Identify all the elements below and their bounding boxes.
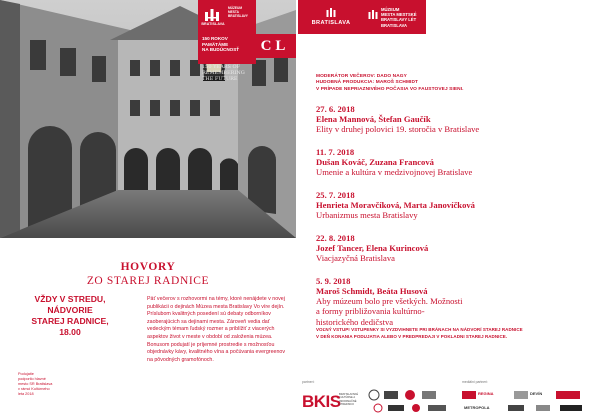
event-speakers: Dušan Kováč, Zuzana Francová	[316, 157, 434, 167]
partner-logo-icon	[422, 391, 436, 399]
event-speakers: Elena Mannová, Štefan Gaučík	[316, 114, 431, 124]
media-partners-label: mediálni partneri:	[462, 380, 489, 384]
schedule-line: VŽDY V STREDU,	[34, 294, 106, 304]
badge-small-line: MESTA	[228, 10, 239, 14]
partner-logo-icon	[369, 390, 379, 400]
event-date: 25. 7. 2018	[316, 190, 355, 200]
museum-name	[381, 7, 417, 28]
event-topic: Umenie a kultúra v medzivojnovej Bratislave	[316, 167, 473, 177]
badge-anni-line: PAMÄTÁME	[202, 41, 229, 47]
poster-subtitle: ZO STAREJ RADNICE	[86, 275, 210, 287]
event-date: 11. 7. 2018	[316, 147, 355, 157]
event-credits	[316, 74, 576, 93]
metropola-logo: METROPOLA	[464, 405, 490, 410]
badge-anniversary-text	[202, 36, 254, 53]
badge-museum-lines	[228, 6, 254, 18]
badge-anni-line: 150 ROKOV	[202, 36, 228, 41]
roman-numeral-tag: CL	[254, 34, 296, 58]
crest-icon	[326, 7, 336, 17]
bratislava-label: BRATISLAVA	[311, 20, 351, 26]
courtyard-photo	[0, 0, 296, 238]
museum-crest-icon	[368, 9, 378, 19]
support-line: Podujatie	[18, 372, 34, 376]
city-crest-icon	[204, 6, 220, 22]
badge-city-label: BRATISLAVA	[201, 22, 225, 26]
credit-line: MODERÁTOR VEČEROV: DADO NAGY	[316, 74, 407, 79]
partner-logo-icon	[462, 391, 476, 399]
bkis-sub-line: BRATISLAVSKÉ	[339, 393, 359, 396]
schedule-line: NÁDVORIE	[47, 305, 93, 315]
credit-line: HUDOBNÁ PRODUKCIA: MAROŠ SCHMIDT	[316, 80, 419, 86]
museum-line: BRATISLAVA	[381, 22, 408, 28]
bkis-sub-line: INFORMAČNÉ	[339, 399, 357, 403]
schedule-info	[6, 294, 134, 338]
partner-logo-icon	[514, 391, 528, 399]
partner-logo-icon	[560, 405, 582, 411]
museum-logo	[364, 0, 426, 34]
museum-line: MÚZEUM	[381, 7, 400, 12]
partners-label: partneri:	[302, 380, 315, 384]
badge-anni-line: NA BUDÚCNOSŤ	[202, 47, 240, 53]
event-date: 22. 8. 2018	[316, 233, 355, 243]
support-note	[18, 372, 98, 397]
event-description: Päť večerov s rozhovormi na témy, ktoré nenájdete v novej publikácii o dejinách Múzea mesta Bratislavy Vo víre dejín. Príslubom kvalitných posedení sú debaty odborníkov zaoberajúcich sa dejinami mesta. Zároveň vedia dať vedeckým témam ľudský rozmer a priblížiť z viacerých aspektov život v meste v období od založenia múzea. Bonusom podujatí je príjemné prostredie s možnosťou objednávky kávy, kvalitného vína a počúvania evergreenov na pôvodných gramofónoch.	[147, 296, 286, 363]
event-date: 5. 9. 2018	[316, 276, 351, 286]
event-item	[316, 233, 586, 263]
event-item	[316, 190, 586, 220]
event-topic: Aby múzeum bolo pre všetkých. Možnosti a formy približovania kultúrno-historického dedičstva	[316, 296, 463, 327]
partner-logo-icon	[556, 391, 580, 399]
bratislava-logo	[298, 0, 364, 34]
event-date: 27. 6. 2018	[316, 104, 355, 114]
partner-logo-icon	[428, 405, 446, 411]
bkis-subtitle	[339, 393, 363, 407]
schedule-line: STAREJ RADNICE,	[31, 316, 109, 326]
museum-line: BRATISLAVY LÉT	[381, 17, 417, 23]
badge-small-line: BRATISLAVY	[228, 14, 248, 18]
admission-line: V DEŇ KONANIA PODUJATIA ALEBO V PREDPREDAJI V POKLADNI STAREJ RADNICE.	[316, 333, 508, 339]
admission-note	[316, 327, 582, 340]
event-speakers: Jozef Tancer, Elena Kurincová	[316, 243, 429, 253]
schedule-line: 18.00	[59, 327, 81, 337]
badge-english-text	[198, 64, 254, 82]
partner-logo-icon	[384, 391, 398, 399]
bkis-logo: BKIS	[302, 392, 341, 411]
support-line: mesto SR Bratislava	[18, 382, 53, 386]
badge-en-line: REMEMBERING	[202, 70, 245, 76]
event-speakers: Maroš Schmidt, Beáta Husová	[316, 286, 428, 296]
support-line: podporilo hlavné	[18, 377, 46, 381]
badge-en-line: THE FUTURE	[202, 76, 238, 82]
devin-logo: DEVÍN	[530, 391, 543, 396]
poster-title: HOVORY	[120, 261, 176, 273]
anniversary-badge	[198, 0, 256, 64]
event-topic: Viacjazyčná Bratislava	[316, 253, 395, 263]
support-line: v rámci Kultúrneho	[18, 387, 50, 391]
event-speakers: Henrieta Moravčíková, Marta Janovíčková	[316, 200, 475, 210]
event-schedule	[316, 104, 586, 340]
partner-logo-icon	[374, 404, 382, 412]
admission-line: VOĽNÝ VSTUP! VSTUPENKY SI VYZDVIHNETE PRI BRÁNACH NA NÁDVORÍ STAREJ RADNICE	[316, 327, 523, 332]
event-topic: Elity v druhej polovici 19. storočia v Bratislave	[316, 124, 480, 134]
regina-logo: REGINA	[478, 391, 494, 396]
partner-logo-icon	[412, 404, 420, 412]
partner-logo-icon	[508, 405, 524, 411]
event-item	[316, 276, 466, 327]
bkis-sub-line: KULTÚRNE A	[339, 396, 356, 400]
badge-en-line: 150 YEARS OF	[202, 64, 241, 70]
partner-logo-icon	[405, 390, 415, 400]
museum-line: MESTA MESTSKÉ	[381, 12, 417, 18]
partner-logo-icon	[388, 405, 404, 411]
badge-small-line: MÚZEUM	[228, 6, 242, 10]
credit-line: V PRÍPADE NEPRIAZNIVÉHO POČASIA VO FAUSTOVEJ SIENI.	[316, 86, 464, 92]
partner-logo-icon	[536, 405, 550, 411]
event-item	[316, 147, 586, 177]
event-item	[316, 104, 586, 134]
event-topic: Urbanizmus mesta Bratislavy	[316, 210, 418, 220]
bkis-sub-line: STREDISKO	[339, 403, 354, 407]
support-line: leta 2018	[18, 392, 34, 396]
